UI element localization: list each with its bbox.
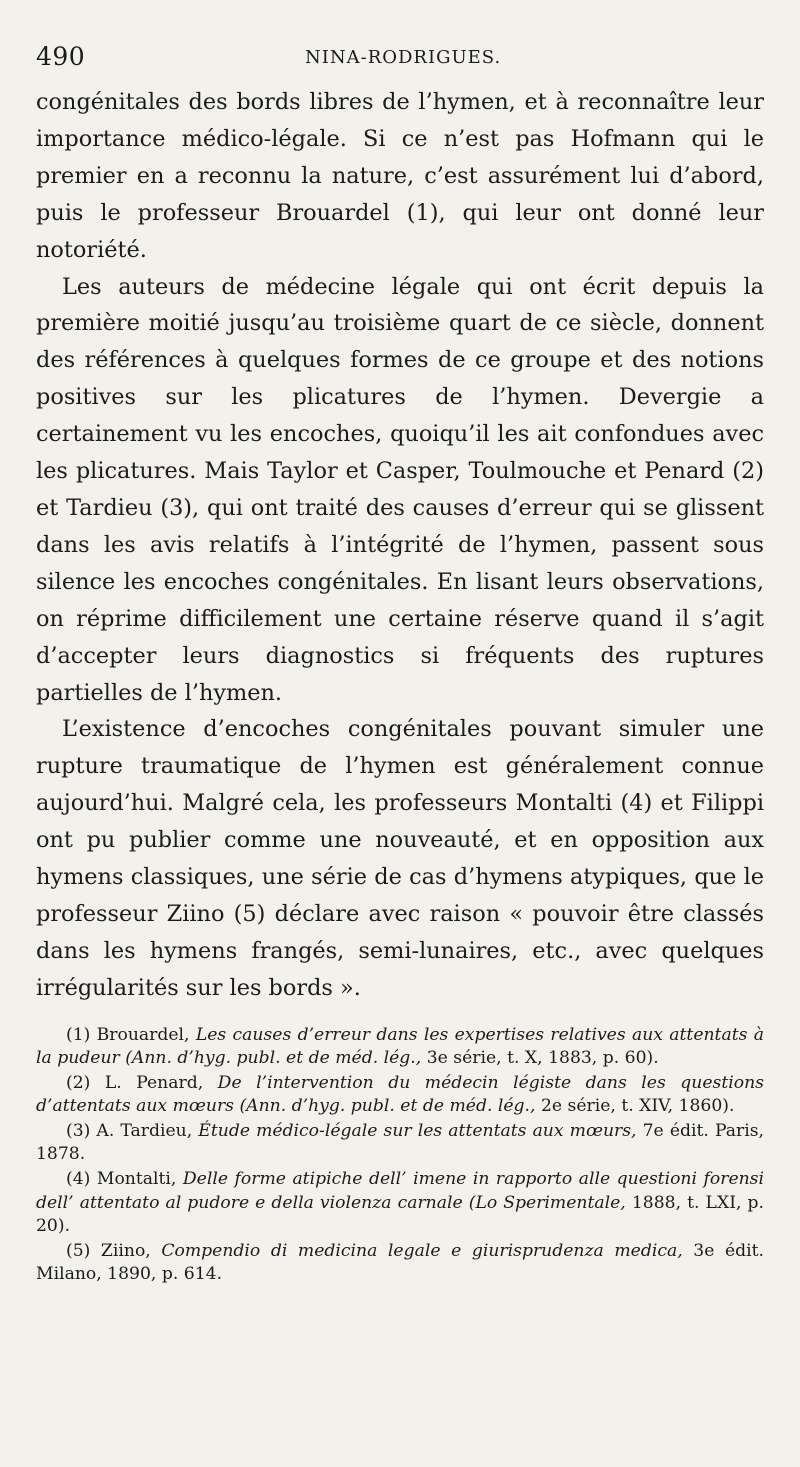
footnote-details: 7e édit. Paris, 1878. xyxy=(36,1121,764,1165)
footnote-details: 3e série, t. X, 1883, p. 60). xyxy=(421,1048,659,1069)
footnote xyxy=(36,1072,764,1119)
footnote-title: Compendio di medicina legale e giurisprudenza medica, xyxy=(161,1240,683,1261)
body-text xyxy=(36,84,764,1007)
paragraph: congénitales des bords libres de l’hymen, et à reconnaître leur importance médico-légale. Si ce n’est pas Hofmann qui le premier en a reconnu la nature, c’est assurément lui d’abord, puis le professeur Brouardel (1), qui leur ont donné leur notoriété. xyxy=(36,89,764,263)
footnote-author: (2) L. Penard, xyxy=(66,1073,218,1094)
footnote-title: De l’intervention du médecin légiste dans les questions d’attentats aux mœurs (Ann. d’hyg. publ. et de méd. lég., xyxy=(36,1073,764,1117)
footnote xyxy=(36,1240,764,1287)
footnote-author: (5) Ziino, xyxy=(66,1240,162,1261)
footnote xyxy=(36,1120,764,1167)
footnote-title: Delle forme atipiche dell’ imene in rapporto alle questioni forensi dell’ attentato al pudore e della violenza carnale (Lo Sperimentale, xyxy=(36,1169,764,1213)
running-head: NINA-RODRIGUES. xyxy=(305,47,502,68)
page-number: 490 xyxy=(36,42,86,71)
footnote-details: 1888, t. LXI, p. 20). xyxy=(36,1192,764,1236)
footnotes xyxy=(36,1024,764,1288)
footnote-author: (1) Brouardel, xyxy=(66,1025,196,1045)
footnote-details: 3e édit. Milano, 1890, p. 614. xyxy=(36,1240,764,1284)
footnote-title: Les causes d’erreur dans les expertises relatives aux attentats à la pudeur (Ann. d’hyg. publ. et de méd. lég., xyxy=(36,1025,764,1069)
page-header xyxy=(36,38,766,78)
footnote-author: (3) A. Tardieu, xyxy=(66,1121,199,1142)
paragraph: Les auteurs de médecine légale qui ont écrit depuis la première moitié jusqu’au troisième quart de ce siècle, donnent des références à quelques formes de ce groupe et des notions positives sur les plicatures de l’hymen. Devergie a certainement vu les encoches, quoiqu’il les ait confondues avec les plicatures. Mais Taylor et Casper, Toulmouche et Penard (2) et Tardieu (3), qui ont traité des causes d’erreur qui se glissent dans les avis relatifs à l’intégrité de l’hymen, passent sous silence les encoches congénitales. En lisant leurs observations, on réprime difficilement une certaine réserve quand il s’agit d’accepter leurs diagnostics si fréquents des ruptures partielles de l’hymen. xyxy=(36,273,764,706)
footnote-title: Étude médico-légale sur les attentats aux mœurs, xyxy=(198,1121,637,1142)
footnote xyxy=(36,1168,764,1238)
paragraph: L’existence d’encoches congénitales pouvant simuler une rupture traumatique de l’hymen est généralement connue aujourd’hui. Malgré cela, les professeurs Montalti (4) et Filippi ont pu publier comme une nouveauté, et en opposition aux hymens classiques, une série de cas d’hymens atypiques, que le professeur Ziino (5) déclare avec raison « pouvoir être classés dans les hymens frangés, semi-lunaires, etc., avec quelques irrégularités sur les bords ». xyxy=(36,716,764,1001)
footnote xyxy=(36,1024,764,1071)
footnote-author: (4) Montalti, xyxy=(66,1169,183,1190)
footnote-details: 2e série, t. XIV, 1860). xyxy=(535,1096,735,1117)
